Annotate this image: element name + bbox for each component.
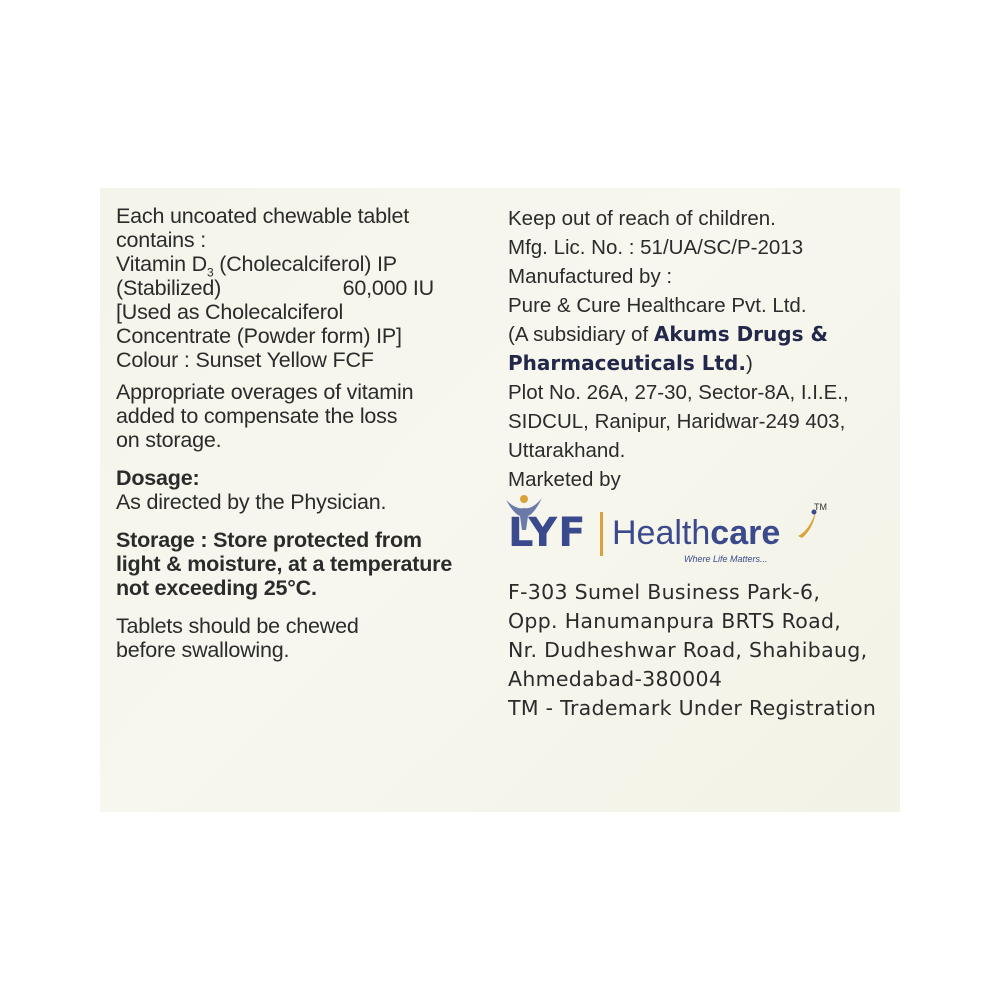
subsidiary-line-1 xyxy=(508,320,900,349)
trademark-note: TM - Trademark Under Registration xyxy=(508,696,877,720)
market-address-line-4: Ahmedabad-380004 xyxy=(508,667,723,691)
stabilized-text: (Stabilized) xyxy=(116,276,222,300)
logo-lyf-text: LYF xyxy=(508,510,587,556)
chew-line-2: before swallowing. xyxy=(116,638,290,662)
logo-healthcare-text xyxy=(612,514,780,553)
logo-care-word: care xyxy=(710,514,781,552)
market-address-line-3: Nr. Dudheshwar Road, Shahibaug, xyxy=(508,638,868,662)
vitamin-name: Vitamin D xyxy=(116,252,208,276)
logo-tm-mark: TM xyxy=(814,502,827,512)
used-as-line-1: [Used as Cholecalciferol xyxy=(116,300,344,324)
subsidiary-line-2 xyxy=(508,349,900,378)
address-line-3: Uttarakhand. xyxy=(508,439,626,462)
storage-line-2: light & moisture, at a temperature xyxy=(116,552,453,576)
chew-line-1: Tablets should be chewed xyxy=(116,614,359,638)
lyf-healthcare-logo xyxy=(508,500,900,574)
composition-line-2: contains : xyxy=(116,228,207,252)
address-line-2: SIDCUL, Ranipur, Haridwar-249 403, xyxy=(508,410,846,433)
medicine-label-panel xyxy=(100,188,900,812)
composition-column xyxy=(116,204,496,662)
vitamin-subscript: 3 xyxy=(207,265,214,280)
logo-divider xyxy=(600,512,603,556)
manufacturer-column xyxy=(508,204,900,723)
logo-health-word: Health xyxy=(612,514,711,552)
address-line-1: Plot No. 26A, 27-30, Sector-8A, I.I.E., xyxy=(508,381,849,404)
storage-line-1: Storage : Store protected from xyxy=(116,528,422,552)
keep-out-warning: Keep out of reach of children. xyxy=(508,207,776,230)
logo-tagline: Where Life Matters... xyxy=(684,554,768,564)
overages-line-2: added to compensate the loss xyxy=(116,404,398,428)
dosage-text: As directed by the Physician. xyxy=(116,490,387,514)
composition-line-1: Each uncoated chewable tablet xyxy=(116,204,410,228)
strength-value: 60,000 IU xyxy=(342,276,434,300)
subsidiary-prefix: (A subsidiary of xyxy=(508,323,654,346)
mfg-license: Mfg. Lic. No. : 51/UA/SC/P-2013 xyxy=(508,236,804,259)
overages-line-1: Appropriate overages of vitamin xyxy=(116,380,414,404)
manufactured-by-label: Manufactured by : xyxy=(508,265,673,288)
vitamin-line xyxy=(116,252,496,280)
subsidiary-name-2: Pharmaceuticals Ltd. xyxy=(508,351,746,375)
manufacturer-name: Pure & Cure Healthcare Pvt. Ltd. xyxy=(508,294,807,317)
strength-row xyxy=(116,276,434,300)
overages-line-3: on storage. xyxy=(116,428,222,452)
dosage-heading: Dosage: xyxy=(116,466,200,490)
market-address-line-2: Opp. Hanumanpura BRTS Road, xyxy=(508,609,842,633)
used-as-line-2: Concentrate (Powder form) IP] xyxy=(116,324,402,348)
subsidiary-name-1: Akums Drugs & xyxy=(653,322,828,346)
storage-line-3: not exceeding 25°C. xyxy=(116,576,317,600)
market-address-line-1: F-303 Sumel Business Park-6, xyxy=(508,580,821,604)
marketed-by-label: Marketed by xyxy=(508,468,621,491)
colour-line: Colour : Sunset Yellow FCF xyxy=(116,348,374,372)
vitamin-rest: (Cholecalciferol) IP xyxy=(213,252,397,276)
subsidiary-suffix: ) xyxy=(745,352,753,375)
